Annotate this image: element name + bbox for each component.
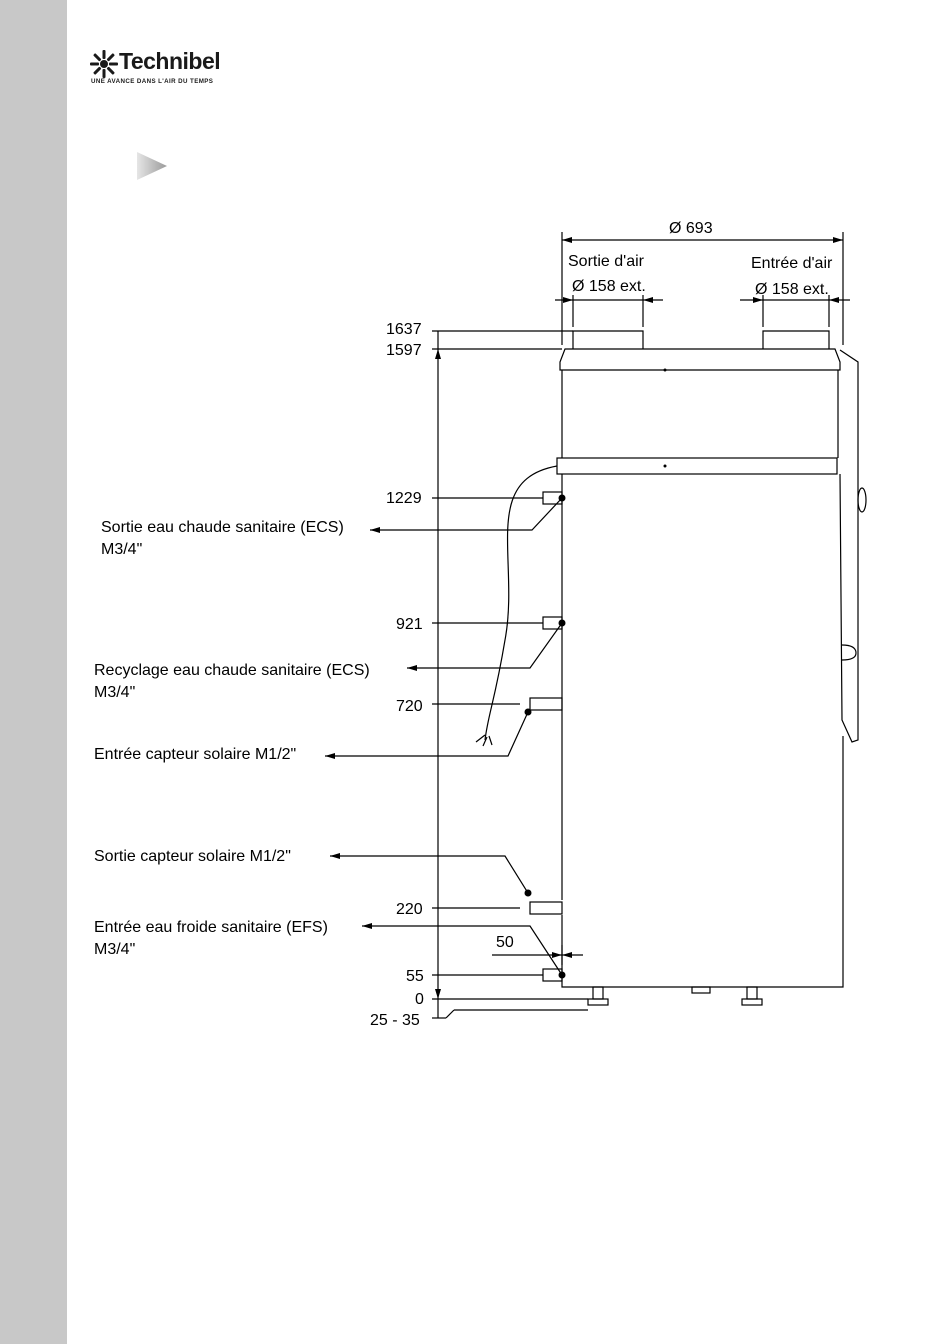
height-label: 1637 [386,321,422,338]
leader-recycle [407,623,562,668]
height-label: 0 [415,991,424,1008]
height-label: 1597 [386,342,422,359]
label-recycle-thread: M3/4" [94,684,136,701]
foot-left [593,987,603,999]
side-handle [842,645,856,660]
section-arrow-icon [137,152,167,180]
label-air-out: Sortie d'air [568,253,644,270]
label-solar-in: Entrée capteur solaire M1/2" [94,746,297,763]
cable-end [476,735,492,746]
foot-right-pad [742,999,762,1005]
label-cold-in: Entrée eau froide sanitaire (EFS) [94,919,328,936]
tank-body [562,474,843,987]
leader-solar-out [330,856,528,893]
label-hot-out: Sortie eau chaude sanitaire (ECS) [101,519,344,536]
label-air-out-dim: Ø 158 ext. [572,278,646,295]
top-cap [560,349,840,370]
logo-wordmark: Technibel [119,48,221,74]
label-air-in-dim: Ø 158 ext. [755,281,829,298]
sensor-cable [485,466,557,740]
height-label: 720 [396,698,423,715]
middle-band [557,458,837,474]
logo-tagline: UNE AVANCE DANS L'AIR DU TEMPS [91,78,214,85]
height-label: 220 [396,901,423,918]
height-label: 25 - 35 [370,1012,420,1029]
foot-right [747,987,757,999]
label-hot-out-thread: M3/4" [101,541,143,558]
drain-plug [692,987,710,993]
stub-solar-out [530,902,562,914]
air-inlet-duct [763,331,829,349]
label-solar-out: Sortie capteur solaire M1/2" [94,848,291,865]
air-outlet-duct [573,331,643,349]
height-label: 1229 [386,490,422,507]
leader-solar-in [325,712,528,756]
label-air-in: Entrée d'air [751,255,833,272]
height-label: 921 [396,616,423,633]
label-recycle: Recyclage eau chaude sanitaire (ECS) [94,662,370,679]
height-label: 55 [406,968,424,985]
foot-left-pad [588,999,608,1005]
label-diameter: Ø 693 [669,220,713,237]
side-knob [858,488,866,512]
offset-label: 50 [496,934,514,951]
label-cold-in-thread: M3/4" [94,941,136,958]
side-panel [840,350,858,742]
upper-body [562,370,838,458]
leader-cold-in [362,926,562,975]
stub-solar-in [530,698,562,710]
